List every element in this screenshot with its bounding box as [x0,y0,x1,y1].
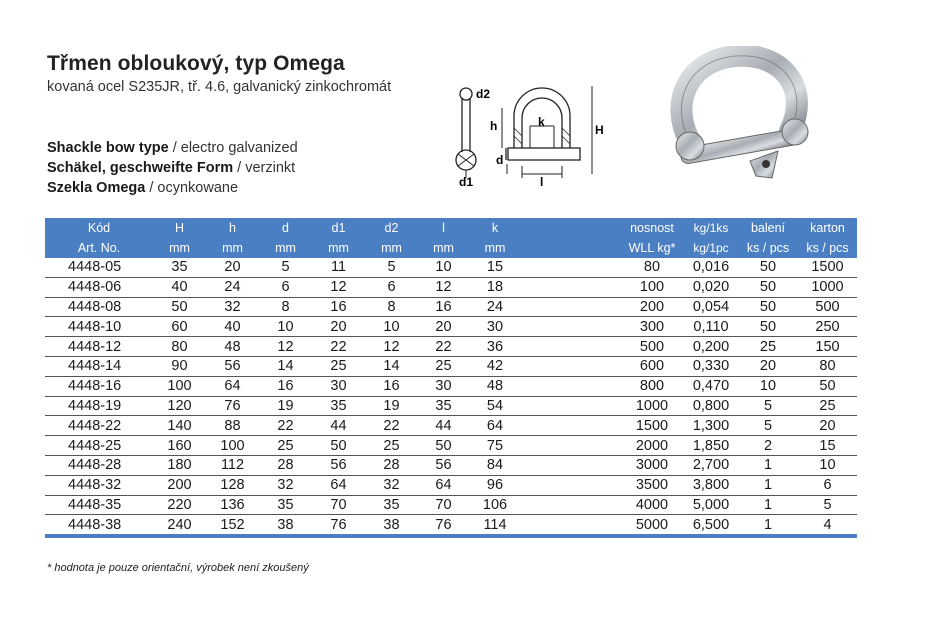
table-cell: 136 [206,495,259,515]
table-cell: 3000 [620,455,684,475]
table-cell: 22 [365,416,418,436]
table-cell: 500 [798,297,857,317]
table-cell: 10 [365,317,418,337]
table-cell: 25 [418,356,469,376]
footnote: * hodnota je pouze orientační, výrobek není zkoušený [47,562,309,574]
table-cell: 200 [153,475,206,495]
label-H: H [595,123,604,137]
table-row [45,297,857,317]
table-header [45,218,857,258]
table-cell: 76 [418,515,469,536]
table-cell: 24 [469,297,521,317]
table-cell: 1 [738,495,798,515]
table-cell: 4448-28 [45,455,153,475]
table-cell: 1000 [798,277,857,297]
table-cell: 19 [259,396,312,416]
table-cell: 6 [259,277,312,297]
table-cell: 12 [312,277,365,297]
table-row [45,258,857,277]
table-cell: 12 [259,337,312,357]
col-d2-unit: mm [381,241,402,255]
col-k-unit: mm [484,241,506,255]
table-row [45,416,857,436]
table-cell: 48 [206,337,259,357]
table-cell: 20 [798,416,857,436]
table-cell: 28 [259,455,312,475]
table-cell: 100 [153,376,206,396]
table-cell: 30 [418,376,469,396]
table-cell: 50 [738,297,798,317]
table-cell: 48 [469,376,521,396]
table-cell: 40 [206,317,259,337]
language-descriptions [47,138,298,198]
table-cell: 16 [259,376,312,396]
table-cell [521,297,620,317]
table-cell: 1500 [620,416,684,436]
table-cell: 4448-19 [45,396,153,416]
table-cell: 22 [259,416,312,436]
table-cell [521,455,620,475]
table-cell: 35 [312,396,365,416]
table-cell: 56 [312,455,365,475]
table-cell [521,356,620,376]
label-l: l [540,175,544,189]
table-row [45,515,857,536]
table-cell: 15 [469,258,521,277]
table-cell: 64 [418,475,469,495]
table-cell [521,396,620,416]
table-cell: 50 [312,436,365,456]
desc-polish: Szekla Omega / ocynkowane [47,180,239,196]
table-row [45,475,857,495]
col-l-unit: mm [433,241,454,255]
table-cell: 20 [738,356,798,376]
table-cell: 114 [469,515,521,536]
table-cell: 70 [418,495,469,515]
table-cell: 150 [798,337,857,357]
table-row [45,317,857,337]
table-cell: 38 [259,515,312,536]
table-cell: 4448-22 [45,416,153,436]
table-cell: 1 [738,515,798,536]
table-cell: 56 [206,356,259,376]
table-cell: 19 [365,396,418,416]
table-cell: 4 [798,515,857,536]
shackle-spec-table [45,218,857,538]
table-cell: 160 [153,436,206,456]
table-cell [521,337,620,357]
label-d2: d2 [476,87,491,101]
table-cell: 10 [738,376,798,396]
table-cell: 50 [738,258,798,277]
table-cell: 6,500 [684,515,738,536]
table-cell: 20 [312,317,365,337]
table-cell: 0,110 [684,317,738,337]
table-cell: 1000 [620,396,684,416]
table-cell: 112 [206,455,259,475]
table-cell: 128 [206,475,259,495]
shackle-product-image [660,46,820,196]
table-cell: 106 [469,495,521,515]
col-code: Kód [87,221,111,235]
table-cell: 54 [469,396,521,416]
col-spacer-sub [521,238,620,258]
table-cell: 20 [418,317,469,337]
table-cell: 50 [738,317,798,337]
table-cell: 1500 [798,258,857,277]
table-cell: 5 [259,258,312,277]
table-cell [521,376,620,396]
table-cell: 600 [620,356,684,376]
table-cell: 5 [365,258,418,277]
table-cell: 240 [153,515,206,536]
header-row-1 [45,218,857,238]
label-d1: d1 [459,175,474,189]
table-cell: 140 [153,416,206,436]
table-cell: 25 [738,337,798,357]
table-cell: 0,800 [684,396,738,416]
table-cell: 4448-32 [45,475,153,495]
table-cell: 4448-12 [45,337,153,357]
desc-german: Schäkel, geschweifte Form / verzinkt [47,160,296,176]
table-cell: 36 [469,337,521,357]
table-cell: 14 [365,356,418,376]
table-cell: 30 [469,317,521,337]
table-row [45,396,857,416]
table-cell: 4448-08 [45,297,153,317]
table-cell: 10 [259,317,312,337]
table-cell: 4000 [620,495,684,515]
table-cell: 35 [153,258,206,277]
col-l: l [442,221,445,235]
table-cell: 28 [365,455,418,475]
table-cell: 24 [206,277,259,297]
table-cell: 1 [738,455,798,475]
table-cell: 50 [153,297,206,317]
col-d: d [282,221,289,235]
shackle-dimension-diagram [452,78,612,194]
table-cell: 16 [365,376,418,396]
col-d1: d1 [331,221,346,235]
table-cell: 4448-16 [45,376,153,396]
table-cell: 0,054 [684,297,738,317]
table-cell: 200 [620,297,684,317]
table-cell: 5 [738,396,798,416]
header-row-2 [45,238,857,258]
table-cell: 2000 [620,436,684,456]
table-cell: 0,330 [684,356,738,376]
table-cell: 0,200 [684,337,738,357]
table-cell: 25 [312,356,365,376]
table-cell: 10 [798,455,857,475]
table-cell: 84 [469,455,521,475]
table-cell: 2,700 [684,455,738,475]
table-cell [521,416,620,436]
table-cell: 1,850 [684,436,738,456]
table-cell: 64 [206,376,259,396]
col-load: nosnost [630,221,674,235]
table-cell: 25 [365,436,418,456]
table-cell: 75 [469,436,521,456]
table-cell: 5,000 [684,495,738,515]
table-cell: 32 [206,297,259,317]
table-row [45,337,857,357]
col-spacer [521,218,620,238]
col-h-unit: mm [222,241,243,255]
table-cell: 16 [418,297,469,317]
table-row [45,277,857,297]
table-cell: 4448-35 [45,495,153,515]
table-cell: 60 [153,317,206,337]
table-row [45,376,857,396]
table-cell: 1,300 [684,416,738,436]
table-cell: 180 [153,455,206,475]
table-cell: 88 [206,416,259,436]
col-d1-unit: mm [328,241,349,255]
table-cell: 1 [738,475,798,495]
table-cell: 2 [738,436,798,456]
table-cell: 80 [620,258,684,277]
table-cell: 4448-05 [45,258,153,277]
table-cell: 32 [259,475,312,495]
table-cell: 5 [798,495,857,515]
table-cell: 35 [259,495,312,515]
table-cell: 5 [738,416,798,436]
table-cell [521,515,620,536]
table-cell: 4448-38 [45,515,153,536]
label-h: h [490,119,498,133]
table-cell: 50 [418,436,469,456]
table-row [45,455,857,475]
table-cell: 3,800 [684,475,738,495]
table-cell: 100 [620,277,684,297]
table-cell: 70 [312,495,365,515]
table-cell: 16 [312,297,365,317]
table-cell: 500 [620,337,684,357]
table-cell: 30 [312,376,365,396]
label-d: d [496,153,504,167]
table-cell: 800 [620,376,684,396]
table-cell [521,475,620,495]
table-cell: 80 [798,356,857,376]
table-cell: 64 [312,475,365,495]
table-cell: 18 [469,277,521,297]
table-cell: 22 [312,337,365,357]
table-cell: 35 [418,396,469,416]
table-cell: 25 [798,396,857,416]
table-cell: 20 [206,258,259,277]
table-cell: 5000 [620,515,684,536]
table-cell: 40 [153,277,206,297]
table-cell: 4448-06 [45,277,153,297]
table-cell: 250 [798,317,857,337]
col-d-unit: mm [275,241,296,255]
table-cell: 10 [418,258,469,277]
table-cell: 44 [418,416,469,436]
col-carton: karton [810,221,845,235]
table-cell: 56 [418,455,469,475]
table-row [45,436,857,456]
col-H-unit: mm [169,241,190,255]
table-cell: 44 [312,416,365,436]
col-weight: kg/1ks [693,221,729,235]
desc-english: Shackle bow type / electro galvanized [47,140,298,156]
table-cell: 15 [798,436,857,456]
table-cell: 32 [365,475,418,495]
table-cell [521,436,620,456]
table-cell: 6 [798,475,857,495]
table-cell: 3500 [620,475,684,495]
table-cell: 38 [365,515,418,536]
table-cell: 14 [259,356,312,376]
table-cell: 120 [153,396,206,416]
page-title: Třmen obloukový, typ Omega [47,52,345,75]
table-cell: 8 [259,297,312,317]
table-cell: 0,020 [684,277,738,297]
table-cell: 4448-25 [45,436,153,456]
col-H: H [174,221,185,235]
table-cell: 35 [365,495,418,515]
table-cell: 42 [469,356,521,376]
table-cell [521,258,620,277]
table-cell: 11 [312,258,365,277]
col-carton-unit: ks / pcs [806,241,849,255]
table-row [45,356,857,376]
material-subtitle: kovaná ocel S235JR, tř. 4.6, galvanický zinkochromát [47,79,392,95]
table-cell: 90 [153,356,206,376]
table-cell: 0,016 [684,258,738,277]
col-h: h [229,221,236,235]
table-cell: 50 [798,376,857,396]
table-cell: 4448-10 [45,317,153,337]
table-cell: 12 [365,337,418,357]
table-cell: 80 [153,337,206,357]
table-cell: 76 [206,396,259,416]
table-cell [521,495,620,515]
table-cell: 64 [469,416,521,436]
table-cell: 4448-14 [45,356,153,376]
table-cell: 100 [206,436,259,456]
table-cell: 152 [206,515,259,536]
col-weight-unit: kg/1pc [693,241,729,255]
table-cell: 76 [312,515,365,536]
table-cell: 0,470 [684,376,738,396]
table-cell [521,317,620,337]
table-cell: 300 [620,317,684,337]
table-cell: 96 [469,475,521,495]
col-k: k [491,221,499,235]
col-load-unit: WLL kg* [628,241,676,255]
label-k: k [538,115,545,129]
table-cell: 22 [418,337,469,357]
table-cell: 25 [259,436,312,456]
table-body [45,258,857,536]
col-code-sub: Art. No. [77,241,121,255]
table-cell [521,277,620,297]
table-cell: 50 [738,277,798,297]
col-pack-unit: ks / pcs [746,241,790,255]
table-row [45,495,857,515]
col-pack: balení [750,221,786,235]
table-cell: 6 [365,277,418,297]
table-cell: 12 [418,277,469,297]
table-cell: 220 [153,495,206,515]
col-d2: d2 [384,221,399,235]
table-cell: 8 [365,297,418,317]
